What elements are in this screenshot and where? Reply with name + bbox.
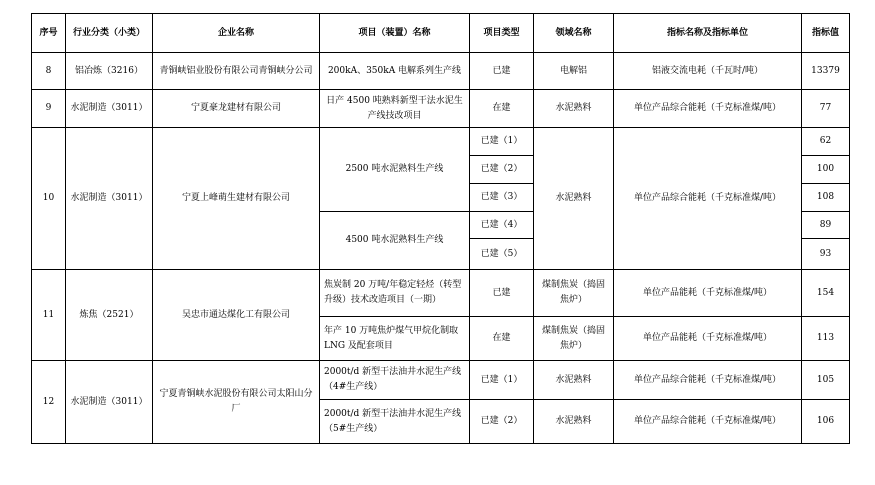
cell-type: 在建 [470, 317, 534, 361]
table-row [32, 53, 850, 90]
cell-indicator: 单位产品能耗（千克标准煤/吨） [614, 317, 802, 361]
cell-field: 电解铝 [534, 53, 614, 90]
header-cell-project: 项目（装置）名称 [320, 14, 470, 53]
cell-indicator: 单位产品综合能耗（千克标准煤/吨） [614, 90, 802, 128]
table-row [32, 90, 850, 128]
cell-project: 200kA、350kA 电解系列生产线 [320, 53, 470, 90]
cell-company: 青铜峡铝业股份有限公司青铜峡分公司 [153, 53, 320, 90]
cell-type: 已建（2） [470, 400, 534, 444]
cell-project: 4500 吨水泥熟料生产线 [320, 212, 470, 270]
cell-type: 已建（4） [470, 212, 534, 239]
cell-field: 水泥熟料 [534, 361, 614, 400]
cell-type: 已建（2） [470, 156, 534, 184]
cell-field: 水泥熟料 [534, 400, 614, 444]
cell-project: 2500 吨水泥熟料生产线 [320, 128, 470, 212]
cell-type: 已建（5） [470, 239, 534, 270]
header-cell-company: 企业名称 [153, 14, 320, 53]
cell-project: 焦炭制 20 万吨/年稳定轻烃（转型升级）技术改造项目（一期） [320, 270, 470, 317]
table-row [32, 270, 850, 317]
cell-project: 2000t/d 新型干法油井水泥生产线（5#生产线） [320, 400, 470, 444]
header-cell-value: 指标值 [802, 14, 850, 53]
cell-industry: 铝冶炼（3216） [66, 53, 153, 90]
cell-industry: 水泥制造（3011） [66, 128, 153, 270]
cell-no: 8 [32, 53, 66, 90]
header-cell-type: 项目类型 [470, 14, 534, 53]
cell-value: 105 [802, 361, 850, 400]
cell-type: 已建 [470, 53, 534, 90]
cell-field: 水泥熟料 [534, 90, 614, 128]
cell-project: 日产 4500 吨熟料新型干法水泥生产线技改项目 [320, 90, 470, 128]
cell-no: 11 [32, 270, 66, 361]
cell-company: 宁夏上峰萌生建材有限公司 [153, 128, 320, 270]
cell-indicator: 单位产品综合能耗（千克标准煤/吨） [614, 128, 802, 270]
cell-field: 煤制焦炭（捣固焦炉） [534, 317, 614, 361]
cell-value: 154 [802, 270, 850, 317]
cell-company: 宁夏豪龙建材有限公司 [153, 90, 320, 128]
cell-field: 煤制焦炭（捣固焦炉） [534, 270, 614, 317]
cell-type: 在建 [470, 90, 534, 128]
cell-no: 12 [32, 361, 66, 444]
cell-value: 113 [802, 317, 850, 361]
cell-value: 77 [802, 90, 850, 128]
header-cell-field: 领域名称 [534, 14, 614, 53]
cell-indicator: 单位产品能耗（千克标准煤/吨） [614, 270, 802, 317]
table-row [32, 128, 850, 156]
cell-no: 9 [32, 90, 66, 128]
header-cell-no: 序号 [32, 14, 66, 53]
cell-industry: 水泥制造（3011） [66, 90, 153, 128]
cell-indicator: 单位产品综合能耗（千克标准煤/吨） [614, 361, 802, 400]
cell-industry: 水泥制造（3011） [66, 361, 153, 444]
header-row [32, 14, 850, 53]
cell-value: 100 [802, 156, 850, 184]
cell-type: 已建（3） [470, 184, 534, 212]
cell-value: 13379 [802, 53, 850, 90]
cell-type: 已建 [470, 270, 534, 317]
cell-value: 89 [802, 212, 850, 239]
cell-type: 已建（1） [470, 128, 534, 156]
cell-value: 108 [802, 184, 850, 212]
table-row [32, 361, 850, 400]
cell-indicator: 铝液交流电耗（千瓦时/吨） [614, 53, 802, 90]
cell-indicator: 单位产品综合能耗（千克标准煤/吨） [614, 400, 802, 444]
cell-no: 10 [32, 128, 66, 270]
cell-company: 吴忠市通达煤化工有限公司 [153, 270, 320, 361]
cell-field: 水泥熟料 [534, 128, 614, 270]
cell-type: 已建（1） [470, 361, 534, 400]
cell-project: 年产 10 万吨焦炉煤气甲烷化制取 LNG 及配套项目 [320, 317, 470, 361]
cell-value: 93 [802, 239, 850, 270]
indicator-table [31, 13, 850, 444]
header-cell-industry: 行业分类（小类） [66, 14, 153, 53]
cell-project: 2000t/d 新型干法油井水泥生产线（4#生产线） [320, 361, 470, 400]
cell-industry: 炼焦（2521） [66, 270, 153, 361]
cell-value: 62 [802, 128, 850, 156]
header-cell-indicator: 指标名称及指标单位 [614, 14, 802, 53]
cell-company: 宁夏青铜峡水泥股份有限公司太阳山分厂 [153, 361, 320, 444]
cell-value: 106 [802, 400, 850, 444]
